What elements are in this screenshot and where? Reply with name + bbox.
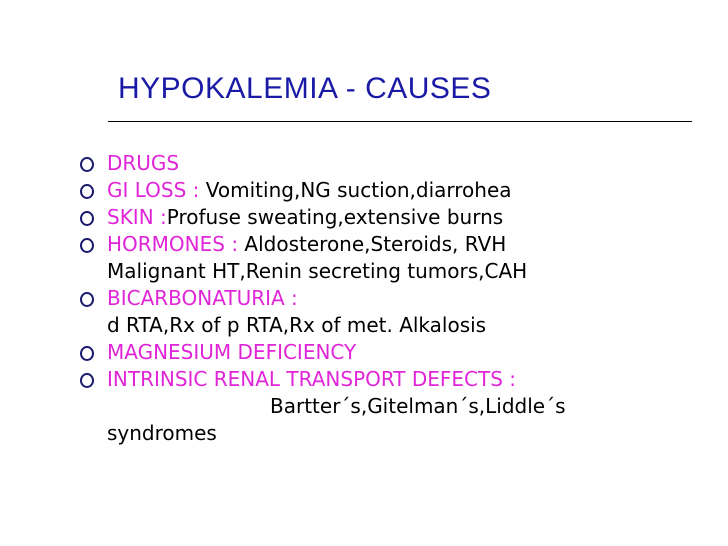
list-item-skin: [78, 204, 718, 231]
slide-title: HYPOKALEMIA - CAUSES: [118, 72, 492, 105]
item-label: HORMONES :: [107, 232, 245, 256]
circle-bullet-icon: [80, 238, 94, 253]
item-text: d RTA,Rx of p RTA,Rx of met. Alkalosis: [107, 313, 487, 337]
list-item-drugs: [78, 150, 718, 177]
list-item-intrinsic-renal: [78, 366, 718, 447]
item-label: BICARBONATURIA :: [107, 286, 298, 310]
item-text-continued: Malignant HT,Renin secreting tumors,CAH: [107, 259, 528, 283]
title-divider: [108, 121, 692, 122]
circle-bullet-icon: [80, 292, 94, 307]
circle-bullet-icon: [80, 346, 94, 361]
item-label: DRUGS: [107, 151, 180, 175]
item-label: GI LOSS :: [107, 178, 206, 202]
item-label: MAGNESIUM DEFICIENCY: [107, 340, 357, 364]
circle-bullet-icon: [80, 157, 94, 172]
list-item-hormones: [78, 231, 718, 285]
circle-bullet-icon: [80, 373, 94, 388]
list-item-bicarbonaturia: [78, 285, 718, 339]
item-text-continued: syndromes: [107, 421, 217, 445]
item-text: Profuse sweating,extensive burns: [166, 205, 504, 229]
item-text: Bartter´s,Gitelman´s,Liddle´s: [270, 394, 566, 418]
circle-bullet-icon: [80, 211, 94, 226]
item-text: Aldosterone,Steroids, RVH: [244, 232, 507, 256]
item-label: SKIN :: [107, 205, 167, 229]
causes-list: [78, 150, 718, 447]
item-text: Vomiting,NG suction,diarrohea: [205, 178, 512, 202]
list-item-gi-loss: [78, 177, 718, 204]
circle-bullet-icon: [80, 184, 94, 199]
item-label: INTRINSIC RENAL TRANSPORT DEFECTS :: [107, 367, 517, 391]
list-item-magnesium: [78, 339, 718, 366]
